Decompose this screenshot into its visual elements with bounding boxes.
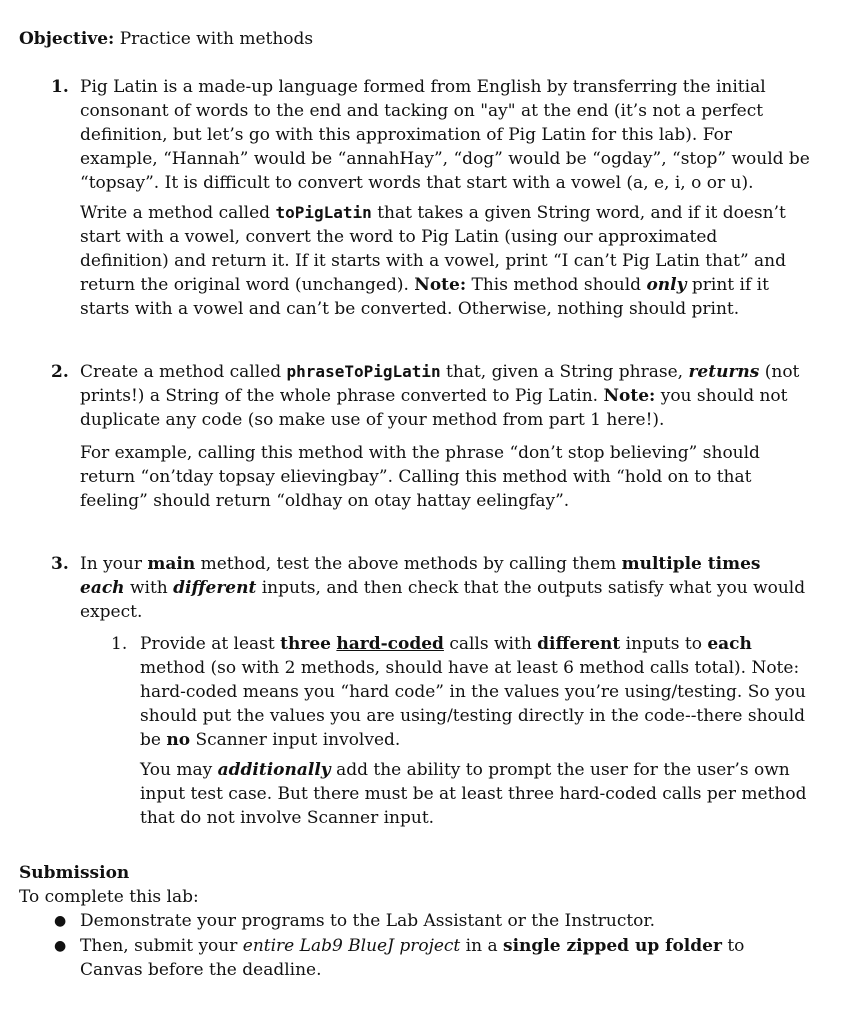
item-3-sub-requirement: Provide at least three hard-coded calls with different inputs to each method (so with 2 methods, should have at least 6 method calls total). Note: hard-coded means you “hard code” in the values you’re using/testing. So you should put the values you are using/testing directly in the code--there should be no Scanner input involved.: [140, 634, 806, 750]
objective-label: Objective:: [19, 29, 115, 49]
code-phraseToPigLatin: phraseToPigLatin: [286, 362, 441, 381]
item-3-sub-number: 1.: [111, 634, 128, 654]
code-toPigLatin: toPigLatin: [275, 203, 372, 222]
submission-bullet-1: Demonstrate your programs to the Lab Assistant or the Instructor.: [80, 911, 656, 931]
submission-intro: To complete this lab:: [19, 887, 199, 907]
submission-bullet-2: Then, submit your entire Lab9 BlueJ project in a single zipped up folder to Canvas before the deadline.: [80, 936, 745, 980]
item-1-method-spec: Write a method called toPigLatin that takes a given String word, and if it doesn’t start with a vowel, convert the word to Pig Latin (using our approximated definition) and return it. If it starts with a vowel, print “I can’t Pig Latin that” and return the original word (unchanged). Note: This method should only print if it starts with a vowel and can’t be converted. Otherwise, nothing should print.: [80, 203, 787, 319]
item-3-number: 3.: [51, 554, 69, 574]
item-3-sub-optional: You may additionally add the ability to prompt the user for the user’s own input test case. But there must be at least three hard-coded calls per method that do not involve Scanner input.: [140, 760, 807, 828]
returns-emphasis: returns: [688, 362, 760, 382]
item-2-method-spec: Create a method called phraseToPigLatin that, given a String phrase, returns (not prints!) a String of the whole phrase converted to Pig Latin. Note: you should not duplicate any code (so make use of your method from part 1 here!).: [80, 362, 800, 430]
item-1-description: Pig Latin is a made-up language formed from English by transferring the initial consonant of words to the end and tacking on "ay" at the end (it’s not a perfect definition, but let’s go with this approximation of Pig Latin for this lab). For example, “Hannah” would be “annahHay”, “dog” would be “ogday”, “stop” would be “topsay”. It is difficult to convert words that start with a vowel (a, e, i, o or u).: [80, 77, 810, 193]
item-2-number: 2.: [51, 362, 69, 382]
bullet-icon: ●: [54, 938, 67, 954]
note-label: Note:: [414, 275, 467, 295]
hard-coded-emphasis: hard-coded: [336, 634, 444, 654]
item-2-example: For example, calling this method with the phrase “don’t stop believing” should return “on’tday topsay elievingbay”. Calling this method with “hold on to that feeling” should return “oldhay on otay hattay eelingfay”.: [80, 443, 760, 511]
only-emphasis: only: [646, 275, 687, 295]
item-1-number: 1.: [51, 77, 69, 97]
item-3-description: In your main method, test the above methods by calling them multiple times each with different inputs, and then check that the outputs satisfy what you would expect.: [80, 554, 806, 622]
submission-heading: Submission: [19, 863, 130, 883]
objective-line: [19, 27, 819, 51]
note-label: Note:: [603, 386, 656, 406]
objective-text: Practice with methods: [119, 29, 314, 49]
bullet-icon: ●: [54, 913, 67, 929]
